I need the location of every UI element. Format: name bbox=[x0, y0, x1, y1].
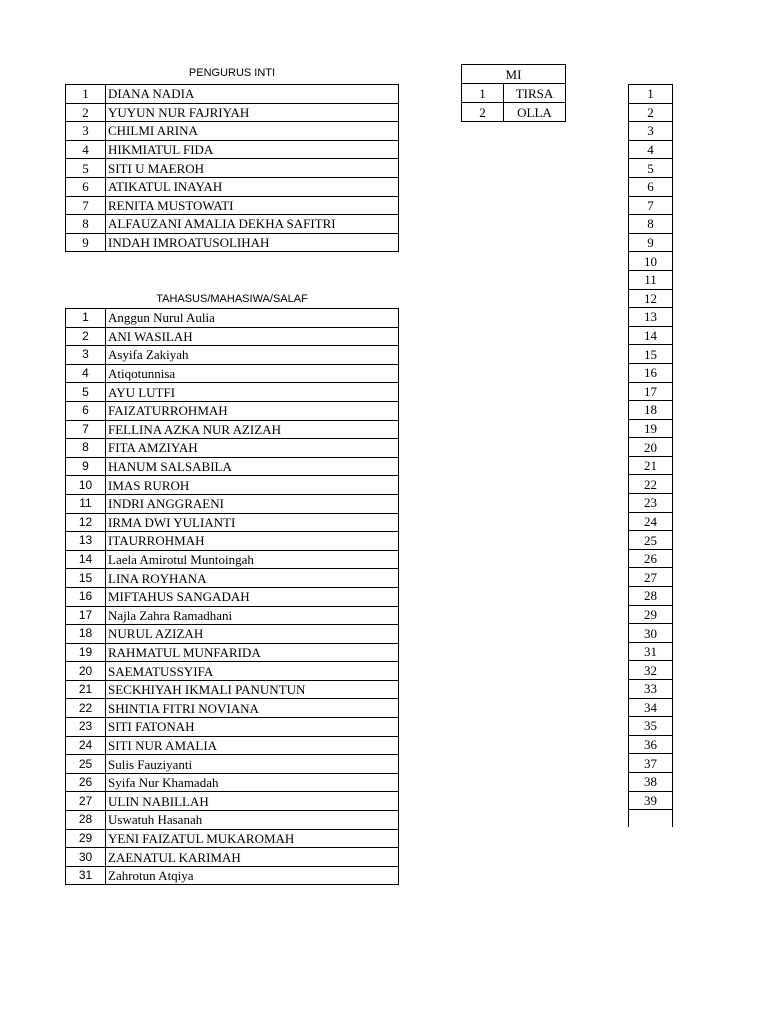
number-cell: 33 bbox=[629, 680, 673, 699]
number-cell: 19 bbox=[629, 419, 673, 438]
table-row bbox=[66, 606, 399, 625]
table-row bbox=[629, 549, 673, 568]
row-name: LINA ROYHANA bbox=[106, 569, 399, 588]
row-number: 25 bbox=[66, 755, 106, 774]
number-cell: 34 bbox=[629, 698, 673, 717]
table-row bbox=[629, 568, 673, 587]
row-name: Syifa Nur Khamadah bbox=[106, 773, 399, 792]
row-number: 30 bbox=[66, 848, 106, 867]
row-number: 9 bbox=[66, 233, 106, 252]
row-name: Uswatuh Hasanah bbox=[106, 811, 399, 830]
row-name: RAHMATUL MUNFARIDA bbox=[106, 643, 399, 662]
number-cell: 32 bbox=[629, 661, 673, 680]
table-row bbox=[629, 587, 673, 606]
table-row bbox=[629, 624, 673, 643]
row-number: 1 bbox=[66, 309, 106, 328]
table-row bbox=[629, 252, 673, 271]
table-row bbox=[629, 438, 673, 457]
row-number: 28 bbox=[66, 811, 106, 830]
table-row bbox=[66, 177, 399, 196]
table-row bbox=[629, 735, 673, 754]
table-row bbox=[629, 698, 673, 717]
table-row bbox=[66, 848, 399, 867]
row-number: 3 bbox=[66, 122, 106, 141]
row-name: SITI FATONAH bbox=[106, 718, 399, 737]
row-number: 18 bbox=[66, 625, 106, 644]
table-row bbox=[629, 419, 673, 438]
row-number: 5 bbox=[66, 159, 106, 178]
row-name: MIFTAHUS SANGADAH bbox=[106, 587, 399, 606]
table-row bbox=[66, 662, 399, 681]
row-number: 31 bbox=[66, 866, 106, 885]
table-row bbox=[629, 326, 673, 345]
table-row bbox=[66, 85, 399, 104]
table-row bbox=[462, 103, 566, 122]
row-name: IRMA DWI YULIANTI bbox=[106, 513, 399, 532]
row-number: 1 bbox=[66, 85, 106, 104]
row-number: 27 bbox=[66, 792, 106, 811]
row-name: FELLINA AZKA NUR AZIZAH bbox=[106, 420, 399, 439]
number-column-table bbox=[628, 84, 673, 827]
table-row bbox=[66, 122, 399, 141]
table-row bbox=[66, 625, 399, 644]
number-cell: 16 bbox=[629, 363, 673, 382]
table-row bbox=[629, 215, 673, 234]
row-name: Laela Amirotul Muntoingah bbox=[106, 550, 399, 569]
row-name: IMAS RUROH bbox=[106, 476, 399, 495]
row-name: DIANA NADIA bbox=[106, 85, 399, 104]
row-number: 7 bbox=[66, 420, 106, 439]
table-row bbox=[66, 439, 399, 458]
row-name: HANUM SALSABILA bbox=[106, 457, 399, 476]
row-number: 21 bbox=[66, 680, 106, 699]
number-cell: 27 bbox=[629, 568, 673, 587]
row-number: 2 bbox=[66, 103, 106, 122]
number-cell: 38 bbox=[629, 772, 673, 791]
table-row bbox=[629, 382, 673, 401]
row-name: Sulis Fauziyanti bbox=[106, 755, 399, 774]
number-cell: 28 bbox=[629, 587, 673, 606]
number-cell: 8 bbox=[629, 215, 673, 234]
table-row bbox=[629, 308, 673, 327]
number-cell: 30 bbox=[629, 624, 673, 643]
table-row bbox=[629, 661, 673, 680]
pengurus-inti-title: PENGURUS INTI bbox=[188, 67, 276, 79]
table-row bbox=[629, 159, 673, 178]
row-name: NURUL AZIZAH bbox=[106, 625, 399, 644]
row-number: 8 bbox=[66, 215, 106, 234]
row-number: 11 bbox=[66, 494, 106, 513]
row-number: 3 bbox=[66, 346, 106, 365]
number-cell: 37 bbox=[629, 754, 673, 773]
row-number: 2 bbox=[462, 103, 504, 122]
table-row bbox=[629, 791, 673, 810]
table-row bbox=[66, 383, 399, 402]
mi-table bbox=[461, 64, 566, 122]
table-row bbox=[629, 289, 673, 308]
table-row bbox=[66, 140, 399, 159]
number-cell: 23 bbox=[629, 494, 673, 513]
number-cell: 17 bbox=[629, 382, 673, 401]
row-name: FITA AMZIYAH bbox=[106, 439, 399, 458]
number-cell: 4 bbox=[629, 140, 673, 159]
number-cell: 12 bbox=[629, 289, 673, 308]
row-name: ULIN NABILLAH bbox=[106, 792, 399, 811]
number-cell: 6 bbox=[629, 177, 673, 196]
table-row bbox=[66, 829, 399, 848]
row-number: 1 bbox=[462, 84, 504, 103]
table-row bbox=[66, 718, 399, 737]
table-row bbox=[629, 196, 673, 215]
table-row bbox=[66, 457, 399, 476]
table-row bbox=[629, 103, 673, 122]
row-name: FAIZATURROHMAH bbox=[106, 401, 399, 420]
table-row bbox=[629, 772, 673, 791]
number-cell: 18 bbox=[629, 401, 673, 420]
row-number: 10 bbox=[66, 476, 106, 495]
number-cell: 26 bbox=[629, 549, 673, 568]
row-number: 6 bbox=[66, 401, 106, 420]
row-number: 17 bbox=[66, 606, 106, 625]
row-name: RENITA MUSTOWATI bbox=[106, 196, 399, 215]
row-number: 16 bbox=[66, 587, 106, 606]
table-row bbox=[462, 84, 566, 103]
table-row bbox=[66, 773, 399, 792]
number-cell: 25 bbox=[629, 531, 673, 550]
table-row bbox=[629, 140, 673, 159]
number-cell: 31 bbox=[629, 642, 673, 661]
row-name: SITI U MAEROH bbox=[106, 159, 399, 178]
table-row bbox=[66, 587, 399, 606]
table-row bbox=[629, 605, 673, 624]
row-name: Zahrotun Atqiya bbox=[106, 866, 399, 885]
tahasus-title: TAHASUS/MAHASIWA/SALAF bbox=[156, 293, 308, 305]
row-number: 7 bbox=[66, 196, 106, 215]
row-number: 4 bbox=[66, 140, 106, 159]
table-row bbox=[66, 327, 399, 346]
row-number: 4 bbox=[66, 364, 106, 383]
row-name: Najla Zahra Ramadhani bbox=[106, 606, 399, 625]
table-row bbox=[66, 364, 399, 383]
tahasus-table bbox=[65, 308, 399, 885]
number-cell: 20 bbox=[629, 438, 673, 457]
table-row bbox=[66, 736, 399, 755]
row-number: 8 bbox=[66, 439, 106, 458]
row-name: CHILMI ARINA bbox=[106, 122, 399, 141]
table-row bbox=[629, 531, 673, 550]
number-cell: 29 bbox=[629, 605, 673, 624]
table-row bbox=[66, 215, 399, 234]
row-name: INDAH IMROATUSOLIHAH bbox=[106, 233, 399, 252]
table-row bbox=[629, 122, 673, 141]
row-number: 26 bbox=[66, 773, 106, 792]
row-name: ALFAUZANI AMALIA DEKHA SAFITRI bbox=[106, 215, 399, 234]
row-name: Anggun Nurul Aulia bbox=[106, 309, 399, 328]
number-cell: 24 bbox=[629, 512, 673, 531]
row-number: 14 bbox=[66, 550, 106, 569]
table-row bbox=[66, 532, 399, 551]
table-row bbox=[629, 270, 673, 289]
row-number: 9 bbox=[66, 457, 106, 476]
row-number: 12 bbox=[66, 513, 106, 532]
number-cell: 10 bbox=[629, 252, 673, 271]
table-row bbox=[629, 754, 673, 773]
row-name: Atiqotunnisa bbox=[106, 364, 399, 383]
row-name: TIRSA bbox=[504, 84, 566, 103]
table-row bbox=[66, 792, 399, 811]
table-row bbox=[66, 755, 399, 774]
number-cell: 35 bbox=[629, 717, 673, 736]
row-number: 15 bbox=[66, 569, 106, 588]
mi-title: MI bbox=[462, 65, 566, 84]
row-number: 5 bbox=[66, 383, 106, 402]
table-row bbox=[629, 642, 673, 661]
table-row bbox=[629, 717, 673, 736]
table-row bbox=[66, 233, 399, 252]
empty-row bbox=[629, 810, 673, 828]
number-cell: 39 bbox=[629, 791, 673, 810]
row-name: ATIKATUL INAYAH bbox=[106, 177, 399, 196]
table-row bbox=[66, 401, 399, 420]
number-cell: 5 bbox=[629, 159, 673, 178]
number-cell: 11 bbox=[629, 270, 673, 289]
row-name: SITI NUR AMALIA bbox=[106, 736, 399, 755]
table-row bbox=[629, 494, 673, 513]
row-name: YENI FAIZATUL MUKAROMAH bbox=[106, 829, 399, 848]
table-row bbox=[66, 513, 399, 532]
row-number: 6 bbox=[66, 177, 106, 196]
table-row bbox=[629, 85, 673, 104]
row-number: 19 bbox=[66, 643, 106, 662]
table-row bbox=[66, 420, 399, 439]
row-name: YUYUN NUR FAJRIYAH bbox=[106, 103, 399, 122]
number-cell: 13 bbox=[629, 308, 673, 327]
table-row bbox=[66, 680, 399, 699]
table-row bbox=[66, 643, 399, 662]
table-row bbox=[629, 363, 673, 382]
row-name: HIKMIATUL FIDA bbox=[106, 140, 399, 159]
number-cell: 7 bbox=[629, 196, 673, 215]
number-cell: 21 bbox=[629, 456, 673, 475]
number-cell: 1 bbox=[629, 85, 673, 104]
number-cell: 2 bbox=[629, 103, 673, 122]
empty-cell bbox=[629, 810, 673, 828]
table-row bbox=[66, 159, 399, 178]
row-name: INDRI ANGGRAENI bbox=[106, 494, 399, 513]
row-name: SAEMATUSSYIFA bbox=[106, 662, 399, 681]
table-row bbox=[629, 512, 673, 531]
row-number: 29 bbox=[66, 829, 106, 848]
table-row bbox=[629, 475, 673, 494]
number-cell: 22 bbox=[629, 475, 673, 494]
row-name: AYU LUTFI bbox=[106, 383, 399, 402]
row-name: SECKHIYAH IKMALI PANUNTUN bbox=[106, 680, 399, 699]
table-row bbox=[629, 345, 673, 364]
number-cell: 14 bbox=[629, 326, 673, 345]
table-row bbox=[66, 699, 399, 718]
row-number: 20 bbox=[66, 662, 106, 681]
table-row bbox=[66, 309, 399, 328]
number-cell: 36 bbox=[629, 735, 673, 754]
table-row bbox=[629, 233, 673, 252]
number-cell: 3 bbox=[629, 122, 673, 141]
table-row bbox=[629, 456, 673, 475]
row-name: Asyifa Zakiyah bbox=[106, 346, 399, 365]
row-name: ITAURROHMAH bbox=[106, 532, 399, 551]
table-row bbox=[66, 346, 399, 365]
table-row bbox=[629, 680, 673, 699]
row-number: 2 bbox=[66, 327, 106, 346]
table-row bbox=[66, 476, 399, 495]
table-row bbox=[629, 177, 673, 196]
number-cell: 9 bbox=[629, 233, 673, 252]
row-number: 23 bbox=[66, 718, 106, 737]
table-row bbox=[66, 811, 399, 830]
table-row bbox=[66, 569, 399, 588]
table-row bbox=[66, 866, 399, 885]
table-row bbox=[66, 550, 399, 569]
number-cell: 15 bbox=[629, 345, 673, 364]
row-name: ZAENATUL KARIMAH bbox=[106, 848, 399, 867]
row-number: 13 bbox=[66, 532, 106, 551]
row-number: 24 bbox=[66, 736, 106, 755]
table-row bbox=[66, 196, 399, 215]
pengurus-inti-table bbox=[65, 84, 399, 252]
row-name: ANI WASILAH bbox=[106, 327, 399, 346]
table-row bbox=[66, 494, 399, 513]
row-name: SHINTIA FITRI NOVIANA bbox=[106, 699, 399, 718]
row-name: OLLA bbox=[504, 103, 566, 122]
table-row bbox=[629, 401, 673, 420]
row-number: 22 bbox=[66, 699, 106, 718]
table-row bbox=[66, 103, 399, 122]
